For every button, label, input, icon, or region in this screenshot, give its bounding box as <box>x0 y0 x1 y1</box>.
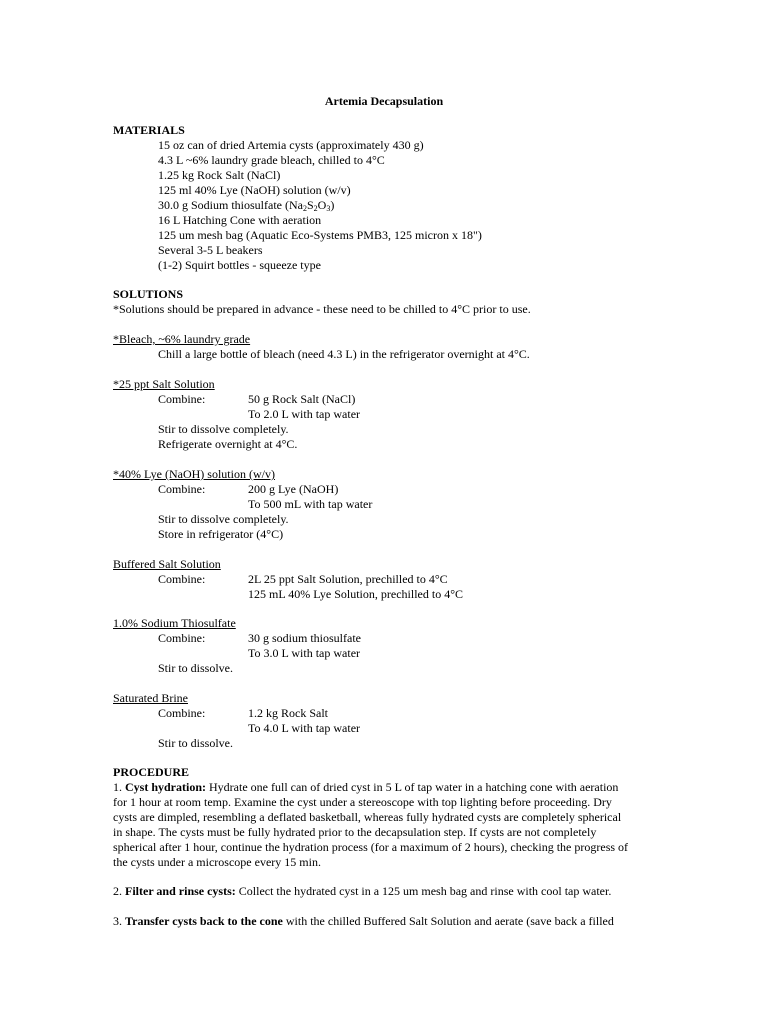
materials-item: (1-2) Squirt bottles - squeeze type <box>158 258 321 272</box>
combine-label: Combine: <box>158 572 206 586</box>
combine-line: 30 g sodium thiosulfate <box>248 631 361 645</box>
materials-item: 16 L Hatching Cone with aeration <box>158 213 322 227</box>
brine-title: Saturated Brine <box>113 691 188 705</box>
solutions-heading: SOLUTIONS <box>113 287 184 301</box>
materials-item: Several 3-5 L beakers <box>158 243 263 257</box>
materials-item: 30.0 g Sodium thiosulfate (Na <box>158 198 303 212</box>
solutions-note: *Solutions should be prepared in advance - these need to be chilled to 4°C prior to use. <box>113 302 531 316</box>
materials-heading: MATERIALS <box>113 123 185 137</box>
step-number: 3. <box>113 914 122 928</box>
instruction-line: Stir to dissolve. <box>158 736 234 750</box>
materials-item: 4.3 L ~6% laundry grade bleach, chilled to 4°C <box>158 153 385 167</box>
formula-subscript: 3 <box>326 204 331 213</box>
instruction-line: Store in refrigerator (4°C) <box>158 527 284 541</box>
materials-item: 15 oz can of dried Artemia cysts (approximately 430 g) <box>158 138 424 152</box>
combine-line: To 3.0 L with tap water <box>248 646 361 660</box>
procedure-heading: PROCEDURE <box>113 765 190 779</box>
materials-item: 1.25 kg Rock Salt (NaCl) <box>158 168 281 182</box>
instruction-line: Refrigerate overnight at 4°C. <box>158 437 298 451</box>
instruction-line: Stir to dissolve. <box>158 661 234 675</box>
step-title: Cyst hydration: <box>125 780 207 794</box>
step-title: Transfer cysts back to the cone <box>125 914 283 928</box>
step-number: 1. <box>113 780 122 794</box>
step-text-line: the cysts under a microscope every 15 min. <box>113 855 321 869</box>
combine-label: Combine: <box>158 482 206 496</box>
combine-line: 200 g Lye (NaOH) <box>248 482 339 496</box>
materials-item: 125 ml 40% Lye (NaOH) solution (w/v) <box>158 183 351 197</box>
materials-item-thiosulfate <box>158 198 334 213</box>
combine-line: 125 mL 40% Lye Solution, prechilled to 4°C <box>248 587 463 601</box>
step-3-line <box>113 914 614 929</box>
combine-label: Combine: <box>158 392 206 406</box>
step-number: 2. <box>113 884 122 898</box>
step-text-line: cysts are dimpled, resembling a deflated basketball, whereas fully hydrated cysts are completely spherical <box>113 810 622 824</box>
step-title: Filter and rinse cysts: <box>125 884 236 898</box>
thiosulfate-title: 1.0% Sodium Thiosulfate <box>113 616 236 630</box>
combine-line: 2L 25 ppt Salt Solution, prechilled to 4°C <box>248 572 448 586</box>
combine-label: Combine: <box>158 631 206 645</box>
step-text: Hydrate one full can of dried cyst in 5 L of tap water in a hatching cone with aeration <box>206 780 619 794</box>
step-text-line: for 1 hour at room temp. Examine the cyst under a stereoscope with top lighting before proceeding. Dry <box>113 795 612 809</box>
salt-solution-title: *25 ppt Salt Solution <box>113 377 215 391</box>
combine-label: Combine: <box>158 706 206 720</box>
combine-line: To 500 mL with tap water <box>248 497 373 511</box>
step-1-first-line <box>113 780 618 795</box>
lye-solution-title: *40% Lye (NaOH) solution (w/v) <box>113 467 275 481</box>
step-text-line: spherical after 1 hour, continue the hydration process (for a maximum of 2 hours), checking the progress of <box>113 840 629 854</box>
combine-line: 1.2 kg Rock Salt <box>248 706 328 720</box>
bleach-text: Chill a large bottle of bleach (need 4.3 L) in the refrigerator overnight at 4°C. <box>158 347 530 361</box>
step-text-line: in shape. The cysts must be fully hydrated prior to the decapsulation step. If cysts are not completely <box>113 825 597 839</box>
formula-part: O <box>317 198 327 212</box>
step-text: with the chilled Buffered Salt Solution and aerate (save back a filled <box>282 914 614 928</box>
combine-line: To 2.0 L with tap water <box>248 407 361 421</box>
formula-subscript: 2 <box>302 204 307 213</box>
bleach-title: *Bleach, ~6% laundry grade <box>113 332 251 346</box>
formula-part: ) <box>330 198 335 212</box>
buffered-salt-title: Buffered Salt Solution <box>113 557 221 571</box>
instruction-line: Stir to dissolve completely. <box>158 422 289 436</box>
step-2-line <box>113 884 611 899</box>
formula-part: S <box>306 198 314 212</box>
combine-line: To 4.0 L with tap water <box>248 721 361 735</box>
combine-line: 50 g Rock Salt (NaCl) <box>248 392 356 406</box>
document-title: Artemia Decapsulation <box>324 94 444 108</box>
step-text: Collect the hydrated cyst in a 125 um mesh bag and rinse with cool tap water. <box>235 884 612 898</box>
instruction-line: Stir to dissolve completely. <box>158 512 289 526</box>
materials-item: 125 um mesh bag (Aquatic Eco-Systems PMB3, 125 micron x 18") <box>158 228 482 242</box>
formula-subscript: 2 <box>313 204 318 213</box>
